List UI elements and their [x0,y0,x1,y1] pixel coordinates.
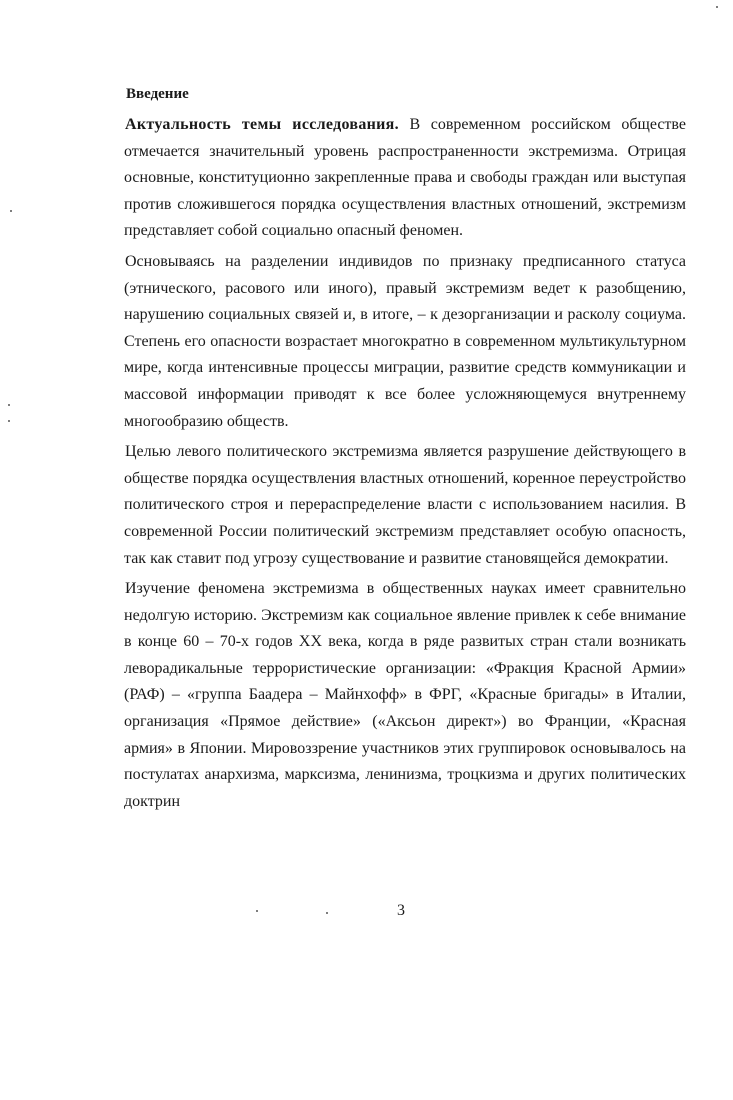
paragraph-left-extremism [124,439,686,572]
paragraph-lead: Актуальность темы исследования. [125,116,399,133]
paragraph-text: Целью левого политического экстремизма является разрушение действующего в обществе порядка осуществления властных отношений, коренное переустройство политического строя и перераспределение власти с использованием насилия. В современной России политический экстремизм представляет особую опасность, так как ставит под угрозу существование и развитие становящейся демократии. [124,443,686,567]
scan-speck [8,420,10,422]
paragraph-relevance [124,112,686,245]
paragraph-right-extremism [124,249,686,435]
page-number: 3 [397,902,405,919]
paragraph-text: Изучение феномена экстремизма в общественных науках имеет сравнительно недолгую историю. Экстремизм как социальное явление привлек к себе внимание в конце 60 – 70-х годов XX века, когда в ряде развитых стран стали возникать леворадикальные террористические организации: «Фракция Красной Армии» (РАФ) – «группа Баадера – Майнхофф» в ФРГ, «Красные бригады» в Италии, организация «Прямое действие» («Аксьон директ») во Франции, «Красная армия» в Японии. Мировоззрение участников этих группировок основывалось на постулатах анархизма, марксизма, ленинизма, троцкизма и других политических доктрин [124,580,686,810]
scan-speck [8,404,10,406]
paragraph-text: Основываясь на разделении индивидов по признаку предписанного статуса (этнического, расового или иного), правый экстремизм ведет к разобщению, нарушению социальных связей и, в итоге, – к дезорганизации и расколу социума. Степень его опасности возрастает многократно в современном мультикультурном мире, когда интенсивные процессы миграции, развитие средств коммуникации и массовой информации приводят к все более усложняющемуся внутреннему многообразию обществ. [124,252,686,430]
section-heading: Введение [126,86,189,102]
body-text [124,112,686,819]
scan-speck [256,910,258,912]
scan-speck [326,912,328,914]
scan-speck [716,6,718,8]
scan-speck [10,210,12,212]
paragraph-study-history [124,576,686,815]
paragraph-text: В современном российском обществе отмечается значительный уровень распространенности экстремизма. Отрицая основные, конституционно закрепленные права и свободы граждан или выступая против сложившегося порядка осуществления властных отношений, экстремизм представляет собой социально опасный феномен. [124,116,686,240]
